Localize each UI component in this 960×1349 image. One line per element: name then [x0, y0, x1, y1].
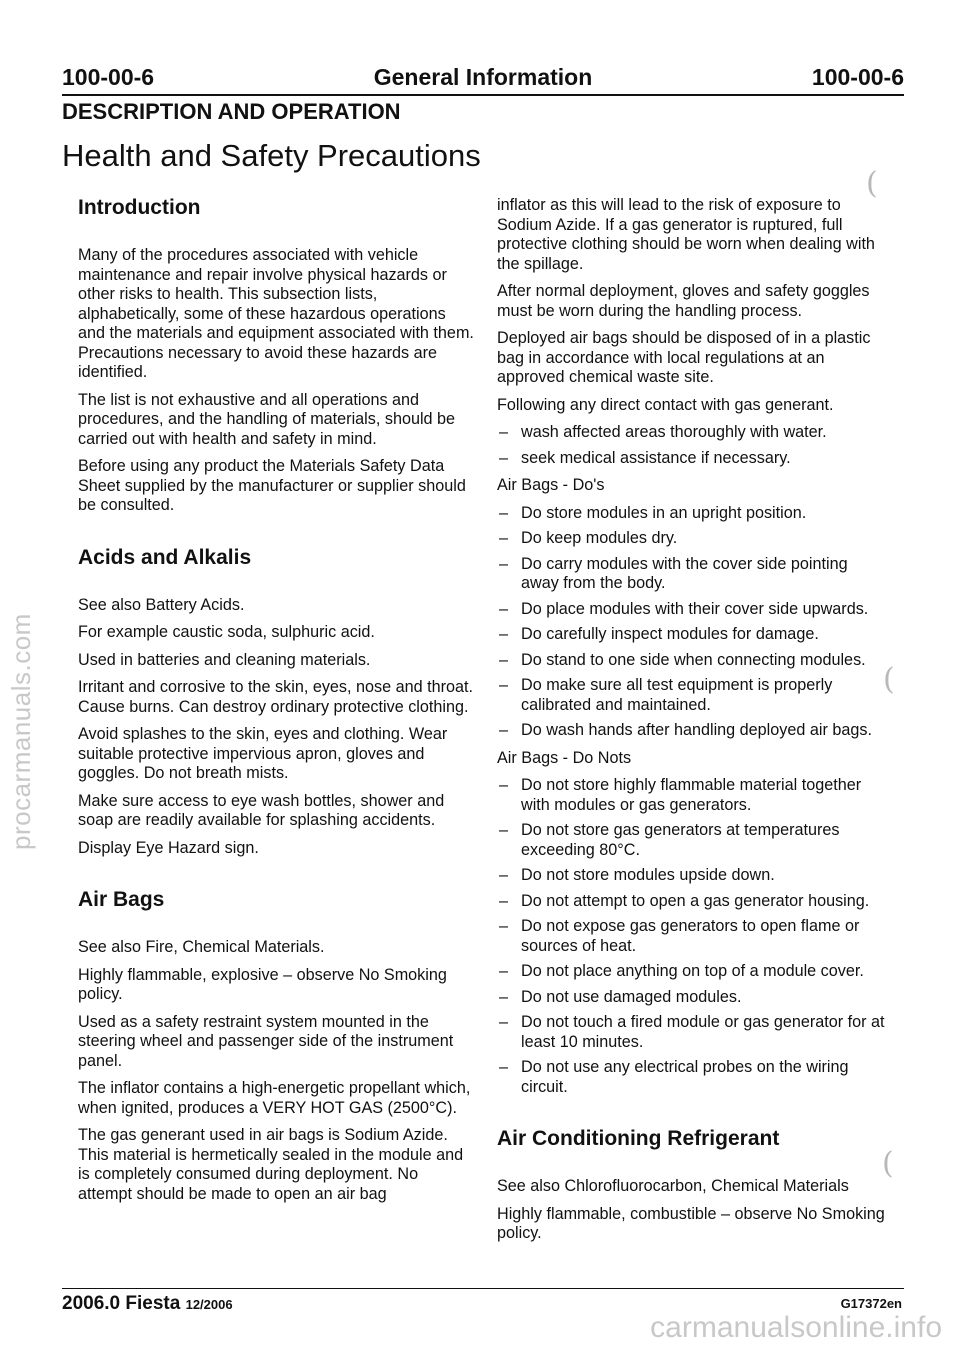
list-item: – wash affected areas thoroughly with water. — [499, 423, 827, 441]
list-item: – seek medical assistance if necessary. — [499, 448, 791, 467]
hole-punch-mark-icon: ( — [882, 1146, 894, 1181]
paragraph: The list is not exhaustive and all operations and procedures, and the handling of materials, should be carried out with health and safety in mind. — [78, 390, 456, 448]
paragraph: The inflator contains a high-energetic propellant which, when ignited, produces a VERY HOT GAS (2500°C). — [78, 1079, 471, 1117]
paragraph: Highly flammable, explosive – observe No Smoking policy. — [78, 965, 447, 1003]
list-item: – Do not use any electrical probes on the wiring circuit. — [499, 1058, 849, 1096]
list-item: – Do not touch a fired module or gas generator for at least 10 minutes. — [499, 1013, 885, 1051]
list-item: – Do wash hands after handling deployed air bags. — [499, 721, 872, 739]
list-item: – Do stand to one side when connecting modules. — [499, 650, 866, 669]
paragraph: See also Chlorofluorocarbon, Chemical Materials — [497, 1177, 849, 1195]
list-item: – Do not attempt to open a gas generator housing. — [499, 891, 870, 910]
paragraph: See also Battery Acids. — [78, 595, 245, 614]
list-item: – Do place modules with their cover side upwards. — [499, 599, 869, 618]
paragraph: Deployed air bags should be disposed of in a plastic bag in accordance with local regulations at an approved chemical waste site. — [497, 329, 871, 386]
paragraph: Many of the procedures associated with vehicle maintenance and repair involve physical hazards or other risks to health. This subsection lists, alphabetically, some of these hazardous operations and the materials and equipment associated with them. Precautions necessary to avoid these hazards are identified. — [78, 246, 474, 381]
list-item: – Do carry modules with the cover side pointing away from the body. — [499, 554, 848, 592]
header-page-number-right: 100-00-6 — [811, 64, 904, 90]
list-item: – Do make sure all test equipment is properly calibrated and maintained. — [499, 676, 833, 714]
right-column — [497, 196, 889, 1252]
section-label: DESCRIPTION AND OPERATION — [62, 99, 401, 124]
paragraph: Avoid splashes to the skin, eyes and clothing. Wear suitable protective impervious apron, gloves and goggles. Do not breath mists. — [78, 725, 448, 782]
heading-acids-alkalis: Acids and Alkalis — [78, 545, 252, 569]
heading-air-conditioning: Air Conditioning Refrigerant — [497, 1127, 780, 1150]
paragraph: Used as a safety restraint system mounted in the steering wheel and passenger side of the instrument panel. — [78, 1012, 454, 1070]
side-watermark: procarmanuals.com — [6, 613, 36, 850]
paragraph: For example caustic soda, sulphuric acid. — [78, 623, 375, 641]
page-header — [62, 64, 904, 94]
airbag-donts-list — [497, 776, 889, 1097]
footer-date: 12/2006 — [185, 1297, 233, 1312]
list-item: – Do not store modules upside down. — [499, 866, 775, 884]
subheading-do-nots: Air Bags - Do Nots — [497, 748, 632, 767]
hole-punch-mark-icon: ( — [866, 166, 878, 201]
list-item: – Do keep modules dry. — [499, 529, 678, 547]
paragraph: Display Eye Hazard sign. — [78, 838, 259, 857]
footer-model-name: 2006.0 Fiesta — [62, 1293, 181, 1314]
list-item: – Do store modules in an upright position. — [499, 503, 807, 522]
header-page-number-left: 100-00-6 — [62, 64, 155, 90]
subheading-dos: Air Bags - Do's — [497, 476, 605, 494]
paragraph: Used in batteries and cleaning materials. — [78, 650, 371, 669]
list-item: – Do not store gas generators at temperatures exceeding 80°C. — [499, 821, 840, 859]
paragraph: inflator as this will lead to the risk of exposure to Sodium Azide. If a gas generator is ruptured, full protective clothing should be worn when dealing with the spillage. — [497, 196, 875, 273]
list-item: – Do not store highly flammable material together with modules or gas generators. — [499, 776, 862, 814]
heading-introduction: Introduction — [78, 196, 201, 219]
bottom-watermark: carmanualsonline.info — [650, 1311, 942, 1344]
paragraph: See also Fire, Chemical Materials. — [78, 938, 325, 956]
airbag-dos-list — [497, 504, 889, 741]
header-chapter-title: General Information — [373, 64, 593, 90]
list-item: – Do not expose gas generators to open flame or sources of heat. — [499, 917, 860, 955]
paragraph: After normal deployment, gloves and safety goggles must be worn during the handling process. — [497, 282, 870, 320]
list-item: – Do carefully inspect modules for damage. — [499, 625, 819, 643]
footer-divider — [62, 1288, 904, 1289]
left-column — [78, 196, 474, 1212]
paragraph: Before using any product the Materials Safety Data Sheet supplied by the manufacturer or supplier should be consulted. — [78, 457, 466, 514]
footer-model — [62, 1293, 233, 1315]
hole-punch-mark-icon: ( — [883, 662, 895, 697]
paragraph: Following any direct contact with gas generant. — [497, 395, 834, 414]
list-item: – Do not place anything on top of a module cover. — [499, 962, 864, 980]
footer-code: G17372en — [840, 1296, 902, 1311]
paragraph: Make sure access to eye wash bottles, shower and soap are readily available for splashing accidents. — [78, 791, 445, 829]
paragraph: Highly flammable, combustible – observe No Smoking policy. — [497, 1204, 885, 1242]
header-divider — [62, 94, 904, 96]
heading-air-bags: Air Bags — [78, 888, 165, 911]
paragraph: Irritant and corrosive to the skin, eyes, nose and throat. Cause burns. Can destroy ordinary protective clothing. — [78, 678, 474, 716]
paragraph: The gas generant used in air bags is Sodium Azide. This material is hermetically sealed in the module and is completely consumed during deployment. No attempt should be made to open an air bag — [78, 1126, 464, 1203]
page-title: Health and Safety Precautions — [62, 138, 481, 173]
list-item: – Do not use damaged modules. — [499, 987, 742, 1006]
contact-action-list — [497, 423, 889, 468]
